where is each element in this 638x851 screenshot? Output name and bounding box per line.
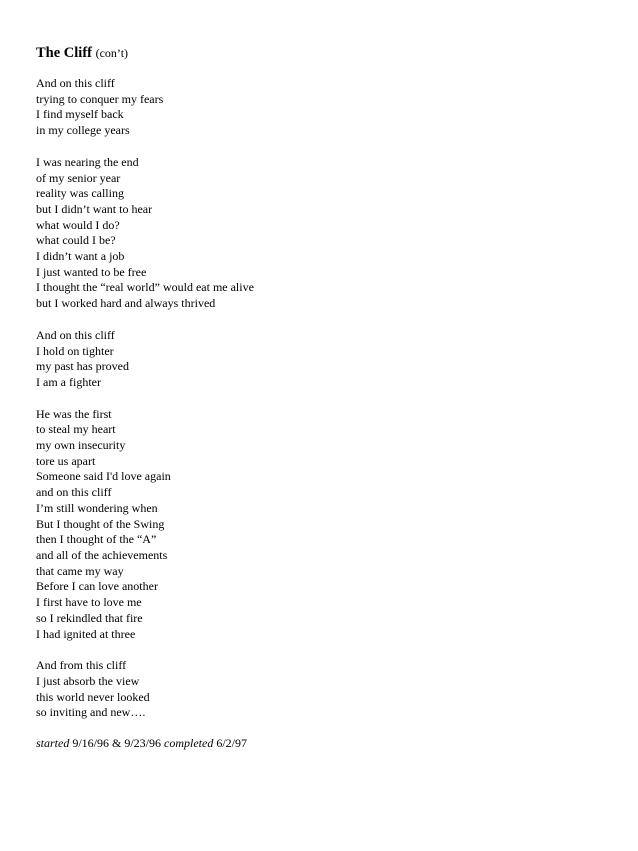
poem-line: reality was calling [36,186,124,201]
poem-line: And on this cliff [36,327,115,342]
poem-line: then I thought of the “A” [36,532,157,547]
stanza-4 [36,407,606,643]
poem-line: I was nearing the end [36,154,139,169]
poem-line: But I thought of the Swing [36,516,165,531]
started-dates: 9/16/96 & 9/23/96 [72,736,162,751]
poem-line: I first have to love me [36,595,142,610]
poem-subtitle: (con’t) [95,46,129,60]
poem-line: and all of the achievements [36,547,168,562]
poem-line: I didn’t want a job [36,249,125,264]
poem-title: The Cliff [36,45,92,61]
poem-line: what could I be? [36,233,116,248]
poem-line: I’m still wondering when [36,500,158,515]
completed-date: 6/2/97 [216,736,247,751]
completed-label: completed [164,736,214,751]
poem-line: Before I can love another [36,579,158,594]
title-line [36,44,606,62]
poem-line: in my college years [36,123,130,138]
poem-line: of my senior year [36,170,121,185]
poem-line: this world never looked [36,689,150,704]
poem-line: Someone said I'd love again [36,469,171,484]
poem-line: I find myself back [36,107,124,122]
stanza-5 [36,658,606,721]
poem-line: And from this cliff [36,658,127,673]
poem-line: so inviting and new…. [36,705,146,720]
poem-line: what would I do? [36,217,120,232]
poem-line: And on this cliff [36,76,115,90]
poem-line: but I didn’t want to hear [36,201,153,216]
poem-line: tore us apart [36,453,96,468]
poem-line: trying to conquer my fears [36,91,164,106]
poem-line: and on this cliff [36,485,112,500]
poem-line: I had ignited at three [36,626,136,641]
poem-line: I just wanted to be free [36,264,147,279]
poem-line: I hold on tighter [36,343,114,358]
stanza-2 [36,155,606,312]
stanza-1 [36,76,606,139]
poem-line: I thought the “real world” would eat me alive [36,280,254,295]
started-label: started [36,736,70,751]
poem-line: so I rekindled that fire [36,610,143,625]
poem-line: to steal my heart [36,422,116,437]
poem-line: I just absorb the view [36,673,140,688]
poem-line: I am a fighter [36,374,101,389]
poem-line: but I worked hard and always thrived [36,296,216,311]
poem-line: my past has proved [36,359,129,374]
poem-line: He was the first [36,406,112,421]
date-footer [36,736,606,752]
poem-page [36,44,606,752]
poem-line: my own insecurity [36,438,126,453]
poem-line: that came my way [36,563,124,578]
stanza-3 [36,328,606,391]
